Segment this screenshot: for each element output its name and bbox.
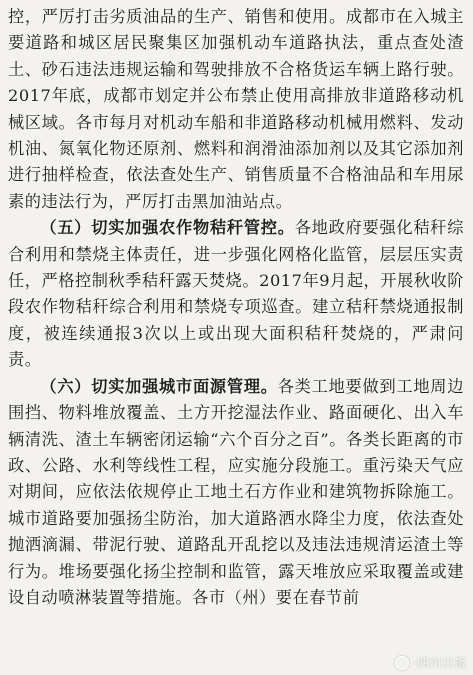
paragraph-3-text: 各类工地要做到工地周边围挡、物料堆放覆盖、土方开挖湿法作业、路面硬化、出入车辆清洗、渣土车辆密闭运输“六个百分之百”。各类长距离的市政、公路、水利等线性工程，应实施分段施工。重污染天气应对期间，应依法依规停止工地土石方作业和建筑物拆除施工。城市道路要加强扬尘防治，加大道路洒水降尘力度，依法查处抛洒滴漏、带泥行驶、道路乱开乱挖以及违法违规清运渣土等行为。堆场要强化扬尘控制和监管，露天堆放应采取覆盖或建设自动喷淋装置等措施。各市（州）要在春节前 [8,376,464,607]
circle-logo-icon [395,656,409,670]
paragraph-2-lead: （五）切实加强农作物秸秆管控。 [40,218,295,238]
paragraph-3 [8,374,464,612]
paragraph-1-text: 控，严厉打击劣质油品的生产、销售和使用。成都市在入城主要道路和城区居民聚集区加强机动车道路执法，重点查处渣土、砂石违法违规运输和驾驶排放不合格货运车辆上路行驶。2017年底，成都市划定并公布禁止使用高排放非道路移动机械区域。各市每月对机动车船和非道路移动机械用燃料、发动机油、氮氧化物还原剂、燃料和润滑油添加剂以及其它添加剂进行抽样检查，依法查处生产、销售质量不合格油品和车用尿素的违法行为，严厉打击黑加油站点。 [8,7,464,211]
paragraph-1 [8,4,464,215]
paragraph-3-lead: （六）切实加强城市面源管理。 [40,376,278,396]
watermark-text: ·四川日报 [412,656,467,670]
paragraph-2-text: 各地政府要强化秸秆综合利用和禁烧主体责任，进一步强化网格化监管，层层压实责任，严格控制秋季秸秆露天焚烧。2017年9月起，开展秋收阶段农作物秸秆综合利用和禁烧专项巡查。建立秸秆禁烧通报制度，被连续通报3次以上或出现大面积秸秆焚烧的，严肃问责。 [8,218,465,370]
watermark [395,654,467,671]
paragraph-2 [8,215,464,373]
